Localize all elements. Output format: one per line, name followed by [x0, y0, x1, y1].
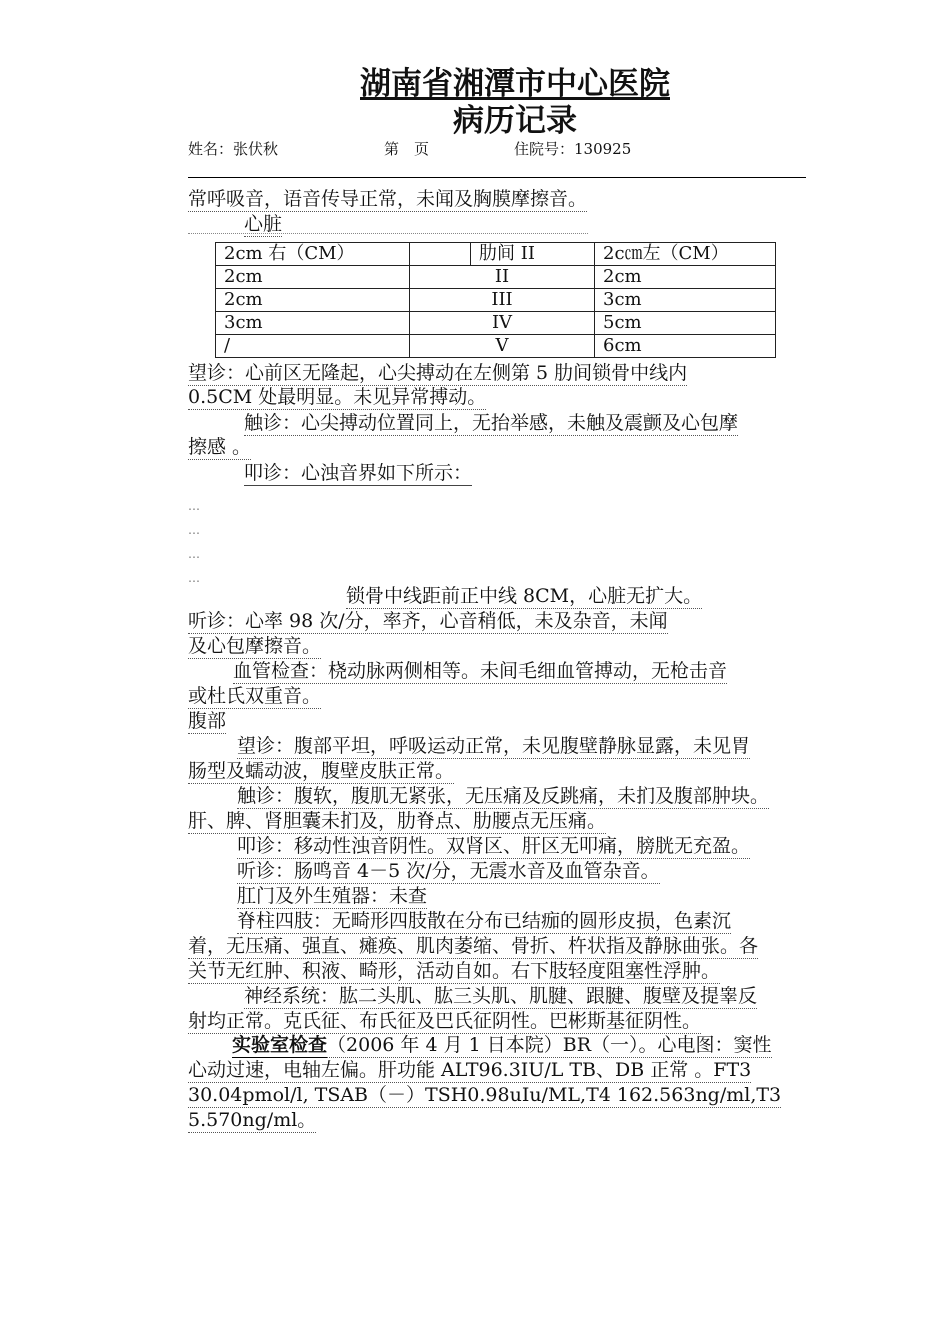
- table-row: [216, 243, 776, 266]
- text-line: 5.570ng/ml。: [188, 1109, 317, 1131]
- header-divider: [188, 177, 806, 178]
- text-line: 0.5CM 处最明显。未见异常搏动。: [188, 386, 487, 408]
- record-title: 病历记录: [453, 103, 577, 139]
- text-line: 神经系统：肱二头肌、肱三头肌、肌腱、跟腱、腹壁及提睾反: [244, 985, 758, 1007]
- table-cell: V: [410, 335, 595, 358]
- text-line: 射均正常。克氏征、布氏征及巴氏征阴性。巴彬斯基征阴性。: [188, 1010, 702, 1032]
- text-line: 锁骨中线距前正中线 8CM，心脏无扩大。: [346, 585, 703, 607]
- table-cell: IV: [410, 312, 595, 335]
- text-line: 触诊：腹软，腹肌无紧张，无压痛及反跳痛，未扪及腹部肿块。: [237, 785, 770, 807]
- table-row: [216, 335, 776, 358]
- table-row: [216, 266, 776, 289]
- text-line: 叩诊：移动性浊音阴性。双肾区、肝区无叩痛，膀胱无充盈。: [237, 835, 751, 857]
- table-cell: [410, 243, 471, 266]
- placeholder-dots: …: [188, 571, 200, 585]
- text-line: 望诊：心前区无隆起，心尖搏动在左侧第 5 肋间锁骨中线内: [188, 362, 688, 384]
- placeholder-dots: …: [188, 547, 200, 561]
- text-line: 关节无红肿、积液、畸形，活动自如。右下肢轻度阻塞性浮肿。: [188, 960, 721, 982]
- table-cell: 肋间 II: [471, 243, 595, 266]
- table-row: [216, 289, 776, 312]
- admission-number: 住院号：130925: [514, 140, 632, 158]
- text-line: 望诊：腹部平坦，呼吸运动正常，未见腹壁静脉显露，未见胃: [237, 735, 751, 757]
- table-cell: 5cm: [595, 312, 776, 335]
- text-line: 听诊：心率 98 次/分，率齐，心音稍低，未及杂音，未闻: [188, 610, 668, 632]
- text-line: 听诊：肠鸣音 4－5 次/分，无震水音及血管杂音。: [237, 860, 660, 882]
- text-line: 常呼吸音，语音传导正常，未闻及胸膜摩擦音。: [188, 188, 588, 210]
- table-cell: 3cm: [216, 312, 410, 335]
- text-line: 着，无压痛、强直、瘫痪、肌肉萎缩、骨折、杵状指及静脉曲张。各: [188, 935, 759, 957]
- table-cell: III: [410, 289, 595, 312]
- table-cell: /: [216, 335, 410, 358]
- text-line: 脊柱四肢：无畸形四肢散在分布已结痂的圆形皮损，色素沉: [237, 910, 732, 932]
- text-line: 血管检查：桡动脉两侧相等。未间毛细血管搏动，无枪击音: [233, 660, 728, 682]
- text-line: 擦感 。: [188, 436, 252, 458]
- text-line: 肝、脾、肾胆囊未扪及，肋脊点、肋腰点无压痛。: [188, 810, 607, 832]
- table-row: [216, 312, 776, 335]
- text-line: 肠型及蠕动波，腹壁皮肤正常。: [188, 760, 455, 782]
- text-line: 30.04pmol/l, TSAB（－）TSH0.98uIu/ML,T4 162.563ng/ml,T3: [188, 1084, 782, 1106]
- table-cell: 2cm: [216, 289, 410, 312]
- text-line: 触诊：心尖搏动位置同上，无抬举感，未触及震颤及心包摩: [244, 412, 739, 434]
- heart-border-table: [215, 242, 776, 358]
- section-heading-abdomen: 腹部: [188, 710, 227, 732]
- section-heading-heart: 心脏: [244, 213, 283, 235]
- text-line: 肛门及外生殖器：未查: [237, 885, 428, 907]
- text-line: 及心包摩擦音。: [188, 635, 322, 657]
- text-line: 叩诊：心浊音界如下所示：: [244, 462, 473, 484]
- patient-name: 姓名：张伏秋: [188, 140, 279, 158]
- table-cell: 2cm 右（CM）: [216, 243, 410, 266]
- table-cell: 2cm: [595, 266, 776, 289]
- text-line: 心动过速，电轴左偏。肝功能 ALT96.3IU/L TB、DB 正常 。FT3: [188, 1059, 752, 1081]
- table-cell: 2c㎝左（CM）: [595, 243, 776, 266]
- placeholder-dots: …: [188, 499, 200, 513]
- text-line: 或杜氏双重音。: [188, 685, 322, 707]
- table-cell: II: [410, 266, 595, 289]
- text-line: 实验室检查（2006 年 4 月 1 日本院）BR（一）。心电图：窦性: [232, 1034, 772, 1056]
- dotted-rule: [188, 232, 588, 234]
- table-cell: 3cm: [595, 289, 776, 312]
- hospital-title: 湖南省湘潭市中心医院: [360, 66, 670, 102]
- table-cell: 2cm: [216, 266, 410, 289]
- page-number: 第 页: [384, 140, 430, 158]
- placeholder-dots: …: [188, 523, 200, 537]
- table-cell: 6cm: [595, 335, 776, 358]
- lab-heading: 实验室检查: [232, 1034, 328, 1056]
